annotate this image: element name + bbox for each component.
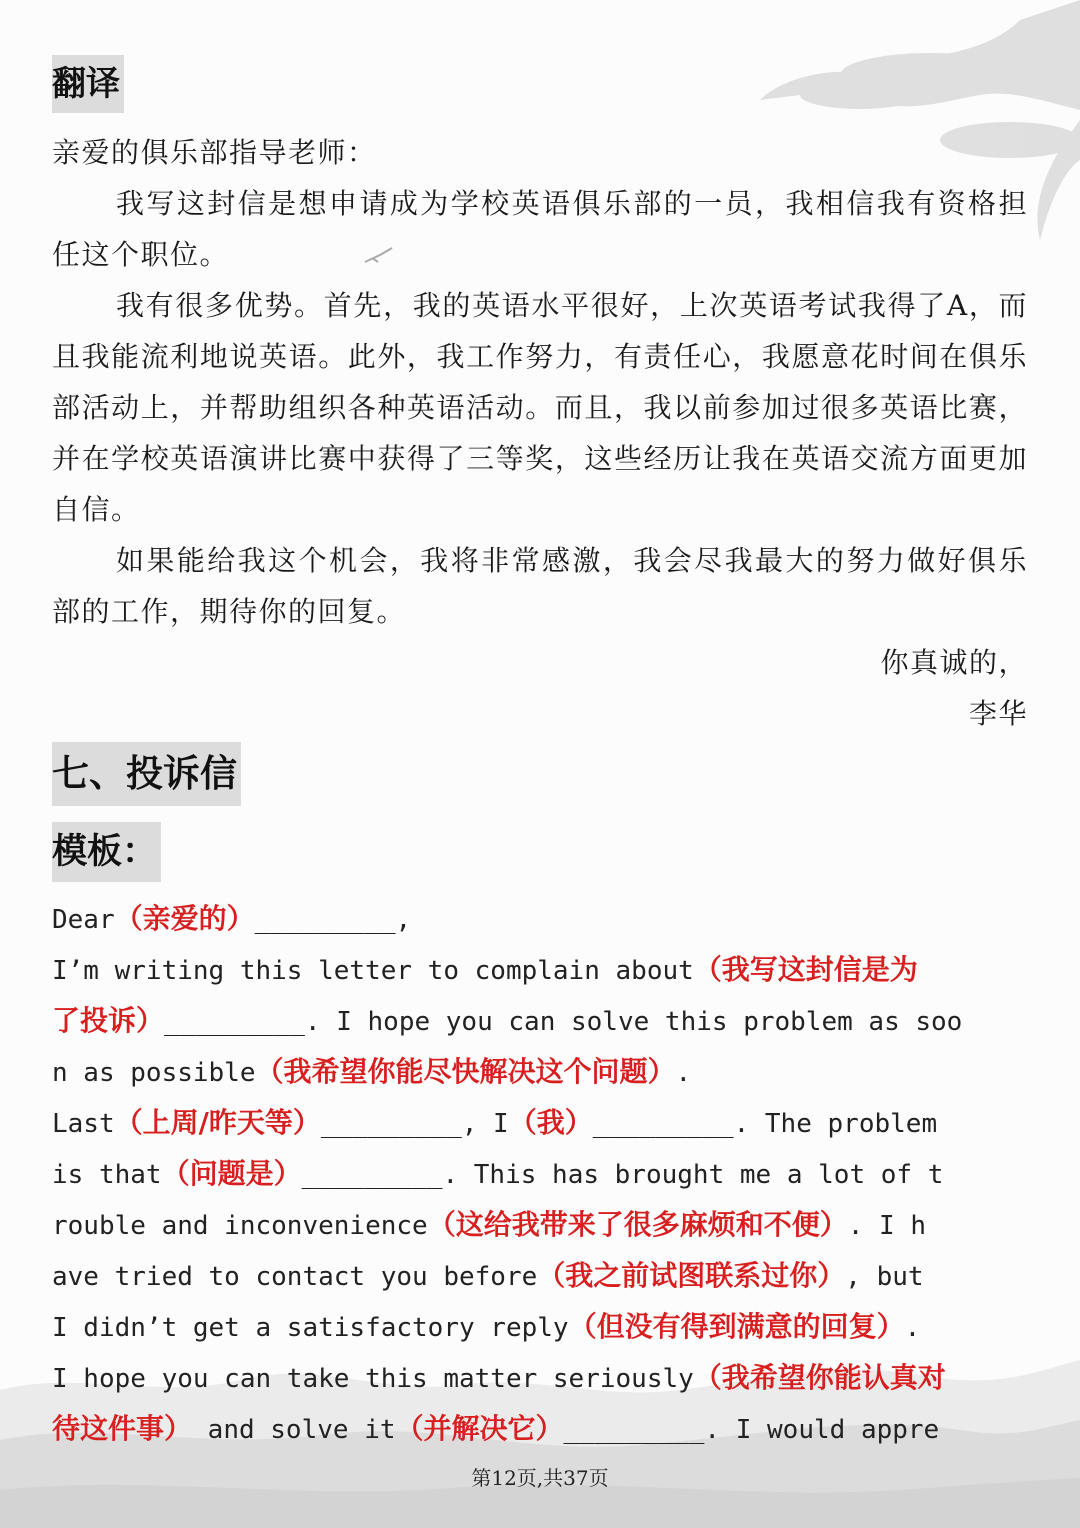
chinese-hint: （问题是） bbox=[161, 1157, 302, 1190]
chinese-hint: （我希望你能尽快解决这个问题） bbox=[255, 1055, 676, 1088]
template-line bbox=[52, 1097, 1028, 1148]
english-text: , but bbox=[845, 1262, 924, 1292]
template-heading: 模板： bbox=[52, 822, 161, 882]
template-line bbox=[52, 1403, 1028, 1454]
chinese-hint: （这给我带来了很多麻烦和不便） bbox=[427, 1208, 848, 1241]
english-text: _________. I would appre bbox=[563, 1415, 940, 1445]
english-text: . bbox=[675, 1058, 692, 1088]
template-line bbox=[52, 1046, 1028, 1097]
letter-paragraph-1: 我写这封信是想申请成为学校英语俱乐部的一员，我相信我有资格担任这个职位。 bbox=[52, 187, 1028, 271]
template-line bbox=[52, 1250, 1028, 1301]
chinese-hint: 了投诉） bbox=[52, 1004, 165, 1037]
letter-paragraph-2: 我有很多优势。首先，我的英语水平很好，上次英语考试我得了A，而且我能流利地说英语。此外，我工作努力，有责任心，我愿意花时间在俱乐部活动上，并帮助组织各种英语活动。而且，我以前参加过很多英语比赛，并在学校英语演讲比赛中获得了三等奖，这些经历让我在英语交流方面更加自信。 bbox=[52, 289, 1028, 526]
english-text: _________. The problem bbox=[592, 1109, 938, 1139]
letter-signature: 李华 bbox=[968, 697, 1028, 730]
english-text: . bbox=[904, 1313, 921, 1343]
section-heading: 七、投诉信 bbox=[52, 742, 241, 806]
letter-greeting: 亲爱的俱乐部指导老师： bbox=[52, 136, 377, 169]
template-line bbox=[52, 1148, 1028, 1199]
english-text: _________. I hope you can solve this problem as soo bbox=[164, 1007, 963, 1037]
template-line bbox=[52, 995, 1028, 1046]
english-text: _________, bbox=[254, 905, 412, 935]
english-text: Dear bbox=[52, 905, 115, 935]
chinese-hint: （我） bbox=[508, 1106, 593, 1139]
english-text: I’m writing this letter to complain about bbox=[52, 956, 694, 986]
english-text: rouble and inconvenience bbox=[52, 1211, 428, 1241]
english-text: _________, I bbox=[320, 1109, 509, 1139]
letter-closing: 你真诚的， bbox=[880, 646, 1028, 679]
chinese-hint: （亲爱的） bbox=[114, 902, 255, 935]
template-line bbox=[52, 944, 1028, 995]
template-line bbox=[52, 1199, 1028, 1250]
chinese-hint: （我写这封信是为 bbox=[693, 953, 918, 986]
english-text: n as possible bbox=[52, 1058, 256, 1088]
letter-paragraph-3: 如果能给我这个机会，我将非常感激，我会尽我最大的努力做好俱乐部的工作，期待你的回复。 bbox=[52, 544, 1028, 628]
english-text: is that bbox=[52, 1160, 162, 1190]
chinese-hint: （并解决它） bbox=[395, 1412, 564, 1445]
page-number: 第12页,共37页 bbox=[471, 1466, 609, 1490]
english-text: ave tried to contact you before bbox=[52, 1262, 538, 1292]
english-text: and solve it bbox=[192, 1415, 396, 1445]
complaint-template bbox=[52, 893, 1028, 1454]
english-text: Last bbox=[52, 1109, 115, 1139]
english-text: I hope you can take this matter seriously bbox=[52, 1364, 694, 1394]
english-text: I didn’t get a satisfactory reply bbox=[52, 1313, 569, 1343]
template-line bbox=[52, 893, 1028, 944]
chinese-hint: 待这件事） bbox=[52, 1412, 193, 1445]
chinese-hint: （上周/昨天等） bbox=[114, 1106, 321, 1139]
english-text: . I h bbox=[847, 1211, 926, 1241]
template-line bbox=[52, 1301, 1028, 1352]
translation-heading: 翻译 bbox=[52, 55, 124, 113]
chinese-hint: （我之前试图联系过你） bbox=[537, 1259, 846, 1292]
english-text: _________. This has brought me a lot of t bbox=[301, 1160, 944, 1190]
chinese-hint: （我希望你能认真对 bbox=[693, 1361, 946, 1394]
chinese-hint: （但没有得到满意的回复） bbox=[568, 1310, 905, 1343]
template-line bbox=[52, 1352, 1028, 1403]
